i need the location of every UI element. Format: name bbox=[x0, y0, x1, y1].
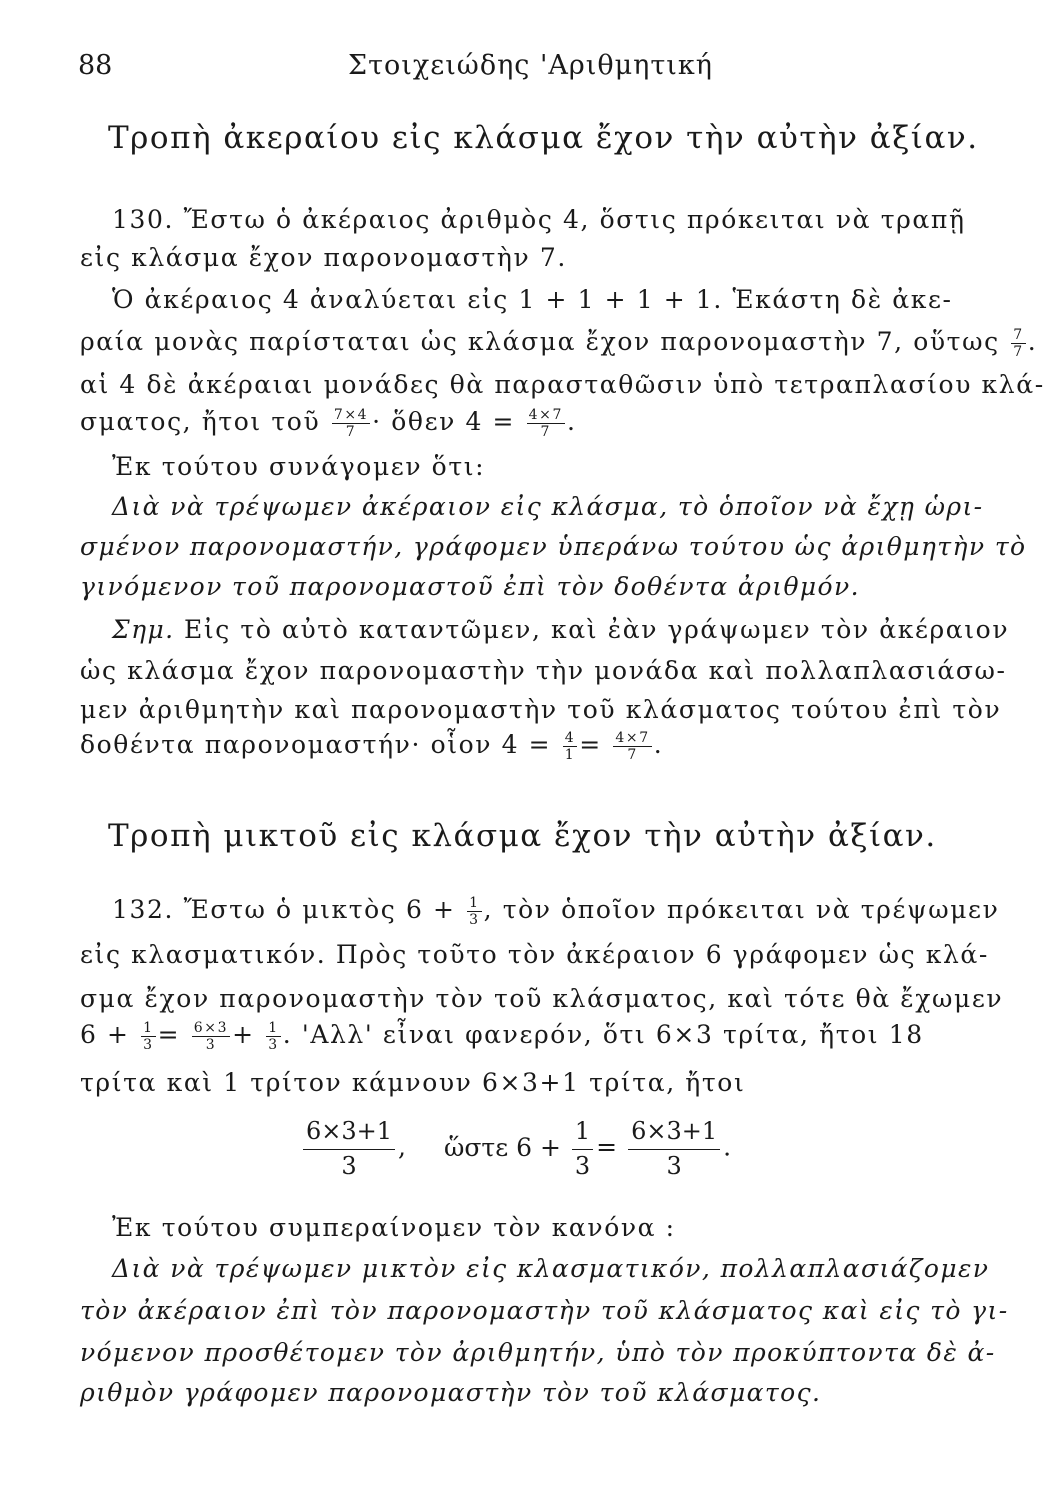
numerator: 4 bbox=[564, 730, 576, 746]
fraction bbox=[467, 896, 482, 927]
text-run: . bbox=[723, 1132, 732, 1162]
text-run: 6 + bbox=[80, 1020, 130, 1049]
fraction bbox=[628, 1118, 720, 1180]
text-run: , τὸν ὁποῖον πρόκειται νὰ τρέψωμεν bbox=[483, 895, 1000, 924]
rule-line: νόμενον προσθέτομεν τὸν ἀριθμητήν, ὑπὸ τὸν προκύπτοντα δὲ ἀ- bbox=[80, 1338, 996, 1367]
text-run: 132. Ἔστω ὁ μικτὸς 6 + bbox=[112, 895, 456, 924]
section-heading-mixed-to-fraction: Τροπὴ μικτοῦ εἰς κλάσμα ἔχον τὴν αὐτὴν ἀξίαν. bbox=[108, 818, 937, 854]
text-run: ὥστε 6 + bbox=[443, 1132, 561, 1162]
rule-line: γινόμενον τοῦ παρονομαστοῦ ἐπὶ τὸν δοθέντα ἀριθμόν. bbox=[80, 572, 860, 601]
section-heading-integer-to-fraction: Τροπὴ ἀκεραίου εἰς κλάσμα ἔχον τὴν αὐτὴν ἀξίαν. bbox=[108, 120, 979, 156]
paragraph-line: Ἐκ τούτου συνάγομεν ὅτι: bbox=[112, 452, 486, 481]
text-run: σματος, ἤτοι τοῦ bbox=[80, 407, 321, 436]
display-equation bbox=[300, 1118, 731, 1180]
numerator: 7 bbox=[1013, 327, 1024, 343]
denominator: 3 bbox=[341, 1151, 357, 1180]
paragraph-line: εἰς κλάσμα ἔχον παρονομαστὴν 7. bbox=[80, 243, 567, 272]
paragraph-line bbox=[80, 1020, 924, 1052]
fraction bbox=[613, 731, 651, 762]
page-header bbox=[78, 50, 984, 90]
denominator: 3 bbox=[666, 1151, 682, 1180]
text-run: δοθέντα παρονομαστήν· οἷον 4 = bbox=[80, 730, 552, 759]
text-run: . bbox=[1027, 327, 1038, 356]
note-line bbox=[112, 615, 1009, 644]
paragraph-line: εἰς κλασματικόν. Πρὸς τοῦτο τὸν ἀκέραιον 6 γράφομεν ὡς κλά- bbox=[80, 940, 989, 969]
paragraph-line bbox=[80, 407, 577, 439]
numerator: 1 bbox=[469, 895, 480, 911]
note-line bbox=[80, 730, 663, 762]
fraction bbox=[141, 1021, 156, 1052]
fraction bbox=[332, 408, 370, 439]
denominator: 3 bbox=[205, 1037, 217, 1053]
fraction bbox=[563, 731, 578, 762]
numerator: 4×7 bbox=[528, 407, 563, 423]
paragraph-line: Ἐκ τούτου συμπεραίνομεν τὸν κανόνα : bbox=[112, 1213, 676, 1242]
paragraph-line: 130. Ἔστω ὁ ἀκέραιος ἀριθμὸς 4, ὅστις πρόκειται νὰ τραπῇ bbox=[112, 205, 966, 234]
text-run: = bbox=[579, 730, 602, 759]
text-run: = bbox=[157, 1020, 181, 1049]
numerator: 6×3+1 bbox=[628, 1118, 720, 1150]
fraction bbox=[572, 1118, 593, 1180]
numerator: 6×3+1 bbox=[303, 1118, 395, 1150]
denominator: 3 bbox=[143, 1037, 154, 1053]
rule-line: τὸν ἀκέραιον ἐπὶ τὸν παρονομαστὴν τοῦ κλάσματος καὶ εἰς τὸ γι- bbox=[80, 1296, 1009, 1325]
note-line: ὡς κλάσμα ἔχον παρονομαστὴν τὴν μονάδα καὶ πολλαπλασιάσω- bbox=[80, 656, 1007, 685]
denominator: 7 bbox=[345, 424, 357, 440]
text-run: + bbox=[232, 1020, 255, 1049]
paragraph-line: τρίτα καὶ 1 τρίτον κάμνουν 6×3+1 τρίτα, ἤτοι bbox=[80, 1068, 746, 1097]
note-line: μεν ἀριθμητὴν καὶ παρονομαστὴν τοῦ κλάσματος τούτου ἐπὶ τὸν bbox=[80, 695, 1002, 724]
text-run: · ὅθεν 4 = bbox=[372, 407, 516, 436]
paragraph-line bbox=[80, 327, 1037, 359]
paragraph-line bbox=[112, 895, 999, 927]
denominator: 7 bbox=[1013, 344, 1024, 360]
numerator: 1 bbox=[572, 1118, 593, 1150]
denominator: 7 bbox=[627, 747, 638, 763]
numerator: 6×3 bbox=[193, 1020, 229, 1036]
numerator: 4×7 bbox=[615, 730, 650, 746]
note-label: Σημ. bbox=[112, 615, 175, 644]
running-title: Στοιχειώδης 'Αριθμητική bbox=[348, 50, 713, 81]
denominator: 3 bbox=[469, 912, 480, 928]
rule-line: ριθμὸν γράφομεν παρονομαστὴν τὸν τοῦ κλάσματος. bbox=[80, 1378, 822, 1407]
rule-line: Διὰ νὰ τρέψωμεν ἀκέραιον εἰς κλάσμα, τὸ ὁποῖον νὰ ἔχῃ ὡρι- bbox=[112, 492, 984, 521]
denominator: 3 bbox=[574, 1151, 591, 1180]
text-run: . 'Αλλ' εἶναι φανερόν, ὅτι 6×3 τρίτα, ἤτοι 18 bbox=[282, 1020, 924, 1049]
text-run: . bbox=[566, 407, 577, 436]
numerator: 1 bbox=[143, 1020, 154, 1036]
paragraph-line: Ὁ ἀκέραιος 4 ἀναλύεται εἰς 1 + 1 + 1 + 1. Ἑκάστη δὲ ἀκε- bbox=[112, 285, 953, 314]
denominator: 7 bbox=[540, 424, 552, 440]
denominator: 3 bbox=[268, 1037, 279, 1053]
fraction bbox=[266, 1021, 281, 1052]
text-run: , bbox=[398, 1132, 406, 1162]
text-run: . bbox=[653, 730, 664, 759]
fraction bbox=[527, 408, 565, 439]
page-number: 88 bbox=[78, 50, 113, 81]
paragraph-line: αἱ 4 δὲ ἀκέραιαι μονάδες θὰ παρασταθῶσιν ὑπὸ τετραπλασίου κλά- bbox=[80, 370, 1045, 399]
fraction bbox=[1011, 328, 1026, 359]
numerator: 1 bbox=[268, 1020, 279, 1036]
text-run: Εἰς τὸ αὐτὸ καταντῶμεν, καὶ ἐὰν γράψωμεν τὸν ἀκέραιον bbox=[184, 615, 1010, 644]
rule-line: σμένον παρονομαστήν, γράφομεν ὑπεράνω τούτου ὡς ἀριθμητὴν τὸ bbox=[80, 532, 1027, 561]
rule-line: Διὰ νὰ τρέψωμεν μικτὸν εἰς κλασματικόν, πολλαπλασιάζομεν bbox=[112, 1254, 990, 1283]
fraction bbox=[192, 1021, 230, 1052]
text-run: ραία μονὰς παρίσταται ὡς κλάσμα ἔχον παρονομαστὴν 7, οὕτως bbox=[80, 327, 1000, 356]
denominator: 1 bbox=[564, 747, 576, 763]
text-run: = bbox=[596, 1132, 618, 1162]
fraction bbox=[303, 1118, 395, 1180]
numerator: 7×4 bbox=[333, 407, 369, 423]
paragraph-line: σμα ἔχον παρονομαστὴν τὸν τοῦ κλάσματος, καὶ τότε θὰ ἔχωμεν bbox=[80, 984, 1004, 1013]
